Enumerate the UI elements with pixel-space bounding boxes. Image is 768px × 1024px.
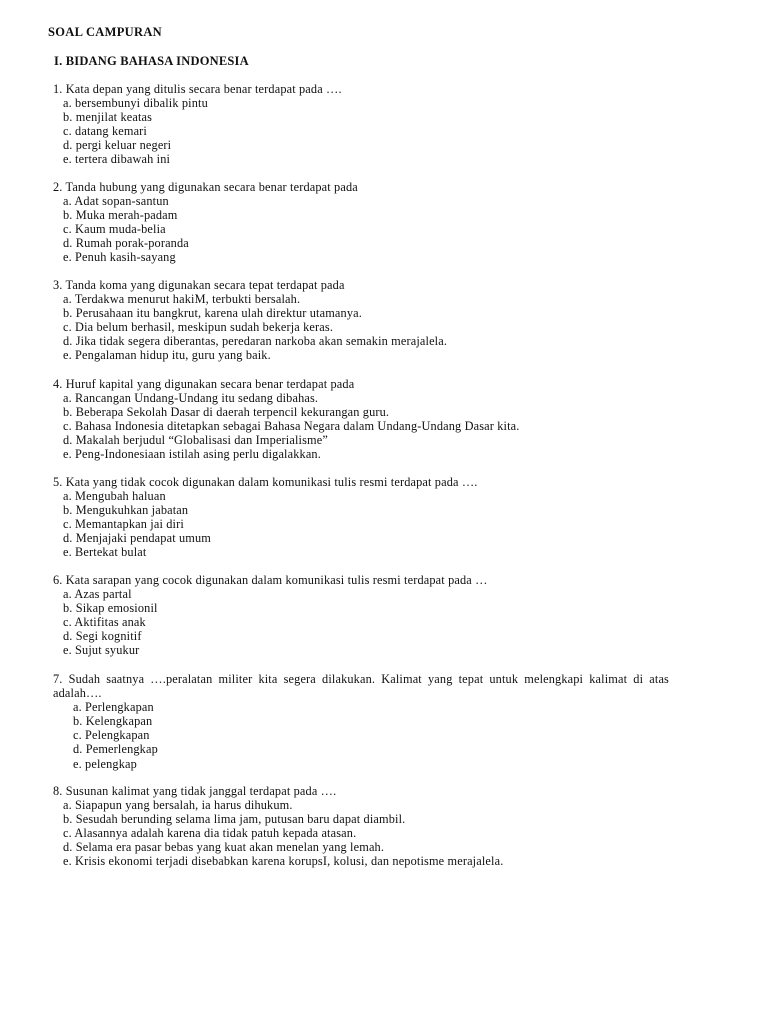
option-a: a. Mengubah haluan (63, 489, 166, 504)
option-c: c. Bahasa Indonesia ditetapkan sebagai Bahasa Negara dalam Undang-Undang Dasar kita. (63, 419, 520, 434)
answer-options (53, 194, 673, 264)
question-1 (53, 82, 673, 167)
answer-options (53, 700, 673, 770)
question-text: 2. Tanda hubung yang digunakan secara benar terdapat pada (53, 180, 358, 194)
question-2 (53, 180, 673, 265)
option-c: c. Dia belum berhasil, meskipun sudah bekerja keras. (63, 320, 334, 335)
question-text: 3. Tanda koma yang digunakan secara tepat terdapat pada (53, 278, 345, 292)
option-b: b. Beberapa Sekolah Dasar di daerah terpencil kekurangan guru. (63, 405, 390, 420)
option-d: d. Selama era pasar bebas yang kuat akan menelan yang lemah. (63, 840, 385, 855)
option-a: a. Perlengkapan (73, 700, 154, 715)
option-d: d. Pemerlengkap (73, 742, 158, 757)
answer-options (53, 798, 673, 868)
option-d: d. pergi keluar negeri (63, 138, 172, 153)
option-b: b. Mengukuhkan jabatan (63, 503, 189, 518)
option-a: a. Rancangan Undang-Undang itu sedang dibahas. (63, 391, 319, 406)
option-e: e. Penuh kasih-sayang (63, 250, 176, 265)
option-b: b. Perusahaan itu bangkrut, karena ulah direktur utamanya. (63, 306, 362, 321)
option-c: c. datang kemari (63, 124, 147, 139)
option-b: b. Sikap emosionil (63, 601, 158, 616)
option-e: e. Krisis ekonomi terjadi disebabkan karena korupsI, kolusi, dan nepotisme merajalela. (63, 854, 504, 869)
option-d: d. Jika tidak segera diberantas, peredaran narkoba akan semakin merajalela. (63, 334, 448, 349)
question-7 (53, 672, 673, 771)
option-d: d. Rumah porak-poranda (63, 236, 189, 251)
option-d: d. Makalah berjudul “Globalisasi dan Imperialisme” (63, 433, 328, 448)
answer-options (53, 96, 673, 166)
question-text: 6. Kata sarapan yang cocok digunakan dalam komunikasi tulis resmi terdapat pada … (53, 573, 488, 587)
question-text: 1. Kata depan yang ditulis secara benar terdapat pada …. (53, 82, 342, 96)
option-e: e. Peng-Indonesiaan istilah asing perlu digalakkan. (63, 447, 321, 462)
option-e: e. Sujut syukur (63, 643, 140, 658)
option-a: a. Terdakwa menurut hakiM, terbukti bersalah. (63, 292, 301, 307)
option-d: d. Menjajaki pendapat umum (63, 531, 212, 546)
option-e: e. tertera dibawah ini (63, 152, 171, 167)
question-3 (53, 278, 673, 363)
option-b: b. Sesudah berunding selama lima jam, putusan baru dapat diambil. (63, 812, 406, 827)
option-b: b. Muka merah-padam (63, 208, 178, 223)
option-b: b. Kelengkapan (73, 714, 153, 729)
question-text: 7. Sudah saatnya ….peralatan militer kita segera dilakukan. Kalimat yang tepat untuk melengkapi kalimat di atas adalah…. (53, 672, 669, 701)
option-c: c. Pelengkapan (73, 728, 150, 743)
answer-options (53, 587, 673, 657)
option-c: c. Alasannya adalah karena dia tidak patuh kepada atasan. (63, 826, 357, 841)
option-a: a. bersembunyi dibalik pintu (63, 96, 208, 111)
question-5 (53, 475, 673, 560)
answer-options (53, 489, 673, 559)
document-title: SOAL CAMPURAN (48, 25, 162, 39)
question-text: 8. Susunan kalimat yang tidak janggal terdapat pada …. (53, 784, 337, 798)
option-b: b. menjilat keatas (63, 110, 153, 125)
option-a: a. Adat sopan-santun (63, 194, 169, 209)
option-a: a. Azas partal (63, 587, 132, 602)
option-e: e. Bertekat bulat (63, 545, 147, 560)
option-c: c. Kaum muda-belia (63, 222, 166, 237)
question-text: 4. Huruf kapital yang digunakan secara benar terdapat pada (53, 377, 355, 391)
option-c: c. Memantapkan jai diri (63, 517, 184, 532)
question-6 (53, 573, 673, 658)
option-c: c. Aktifitas anak (63, 615, 146, 630)
option-d: d. Segi kognitif (63, 629, 142, 644)
option-e: e. pelengkap (73, 756, 137, 771)
section-heading: I. BIDANG BAHASA INDONESIA (54, 54, 249, 68)
answer-options (53, 292, 673, 362)
answer-options (53, 391, 673, 461)
question-8 (53, 784, 673, 869)
question-text: 5. Kata yang tidak cocok digunakan dalam komunikasi tulis resmi terdapat pada …. (53, 475, 478, 489)
option-a: a. Siapapun yang bersalah, ia harus dihukum. (63, 798, 293, 813)
question-4 (53, 377, 673, 462)
option-e: e. Pengalaman hidup itu, guru yang baik. (63, 348, 271, 363)
